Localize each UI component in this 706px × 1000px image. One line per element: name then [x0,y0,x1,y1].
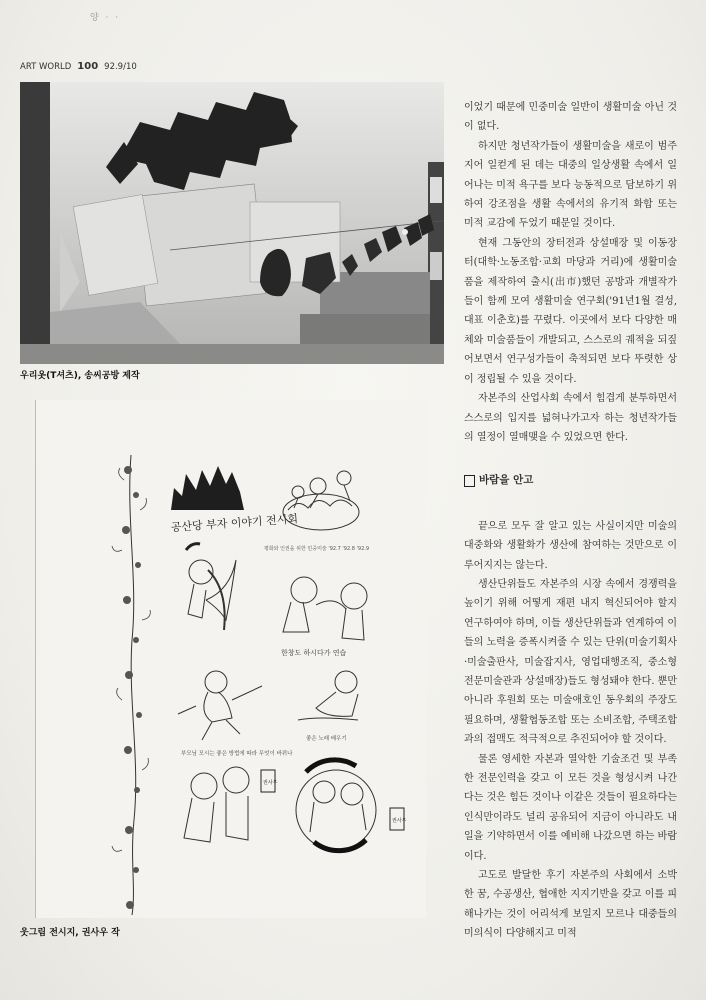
panel-caption-3a: 부모님 모시는 좋은 방법에 따라 무엇이 바뀌나 [181,751,293,757]
page-number: 100 [77,61,99,72]
scan-artifact-mark: 양 · · [90,13,121,23]
article-paragraph: 현재 그동안의 장터전과 상설매장 및 이동장터(대학·노동조합·교회 마당과 거리)에 생활미술품을 제작하여 출시(出市)했던 공방과 개별작가들이 함께 모여 생활미술 연구회('91년1월 결성, 대표 이춘호)를 꾸렸다. 이곳에서 보다 다양한 매체와 미술품들이 개발되고, 스스로의 궤적을 되짚어보면서 연구성가들이 축적되면 보다 뚜렷한 상이 정립될 수 있을 것이다. [464,237,677,385]
poster-caption: 웃그림 전시지, 권사우 작 [20,928,120,938]
issue-date: 92.9/10 [104,62,137,72]
section-heading [464,471,677,490]
photo-caption: 우리옷(T셔츠), 송씨공방 제작 [20,371,140,381]
section-heading-text: 바람을 안고 [479,474,534,487]
comic-poster-artwork [35,400,426,918]
article-column [464,98,677,944]
running-head [20,61,137,72]
article-paragraph: 하지만 청년작가들이 생활미술을 새로이 범주지어 일컫게 된 데는 대중의 일상생활 속에서 일어나는 미적 욕구를 보다 능동적으로 담보하기 위하여 강조점을 생활 속에서의 유기적 화합 또는 미적 교감에 두었기 때문일 것이다. [464,140,677,230]
article-paragraph: 끝으로 모두 잘 알고 있는 사실이지만 미술의 대중화와 생활화가 생산에 참여하는 것만으로 이루어지지는 않는다. [464,520,677,571]
magazine-name: ART WORLD [20,62,72,72]
tshirt-exhibition-photo [20,82,444,364]
square-bullet-icon [464,475,475,487]
panel-caption-2: 한창도 하시다가 연습 [281,649,347,657]
artist-seal-2: 권사우 [392,818,407,824]
article-paragraph: 고도로 발달한 후기 자본주의 사회에서 소박한 꿈, 수공생산, 협애한 지지기반을 갖고 이를 피해나가는 것이 어리석게 보일지 모르나 대중들의 미의식이 다양해지고 미적 [464,870,677,940]
panel-caption-3b: 좋은 노래 배우기 [306,736,347,742]
article-paragraph: 자본주의 산업사회 속에서 힘겹게 분투하면서 스스로의 입지를 넓혀나가고자 하는 청년작가들의 열정이 열매맺을 수 있었으면 한다. [464,393,677,443]
article-paragraph: 물론 영세한 자본과 열악한 기술조건 및 부족한 전문인력을 갖고 이 모든 것을 형성시켜 나간다는 것은 힘든 것이나 이같은 것들이 필요하다는 인식만이라도 널리 공유되어 지금이 아니라도 내일을 기약하면서 이를 예비해 나갔으면 하는 바람이다. [464,753,677,862]
poster-subtitle: 평화와 인권을 위한 민중미술 '92.7 '92.8 '92.9 [264,546,370,552]
poster-title: 공산당 부자 이야기 전시회 [170,512,299,535]
article-paragraph: 생산단위들도 자본주의 시장 속에서 경쟁력을 높이기 위해 어떻게 재편 내지 혁신되어야 할지 연구하여야 하며, 이들 생산단위들과 연계하여 이들의 노력을 증폭시켜줄 수 있는 단위(미술기획사·미술출판사, 미술잡지사, 영업대행조직, 중소형 전문미술관과 상설매장)들도 형성돼야 한다. 뿐만아니라 후원회 또는 미술애호인 동우회의 주장도 필요하며, 생활협동조합 또는 소비조합, 주택조합과의 접맥도 적극적으로 추진되어야 할 것이다. [464,578,677,746]
article-paragraph: 이었기 때문에 민중미술 일반이 생활미술 아닌 것이 없다. [464,102,677,133]
artist-seal-1: 권사우 [263,780,278,786]
